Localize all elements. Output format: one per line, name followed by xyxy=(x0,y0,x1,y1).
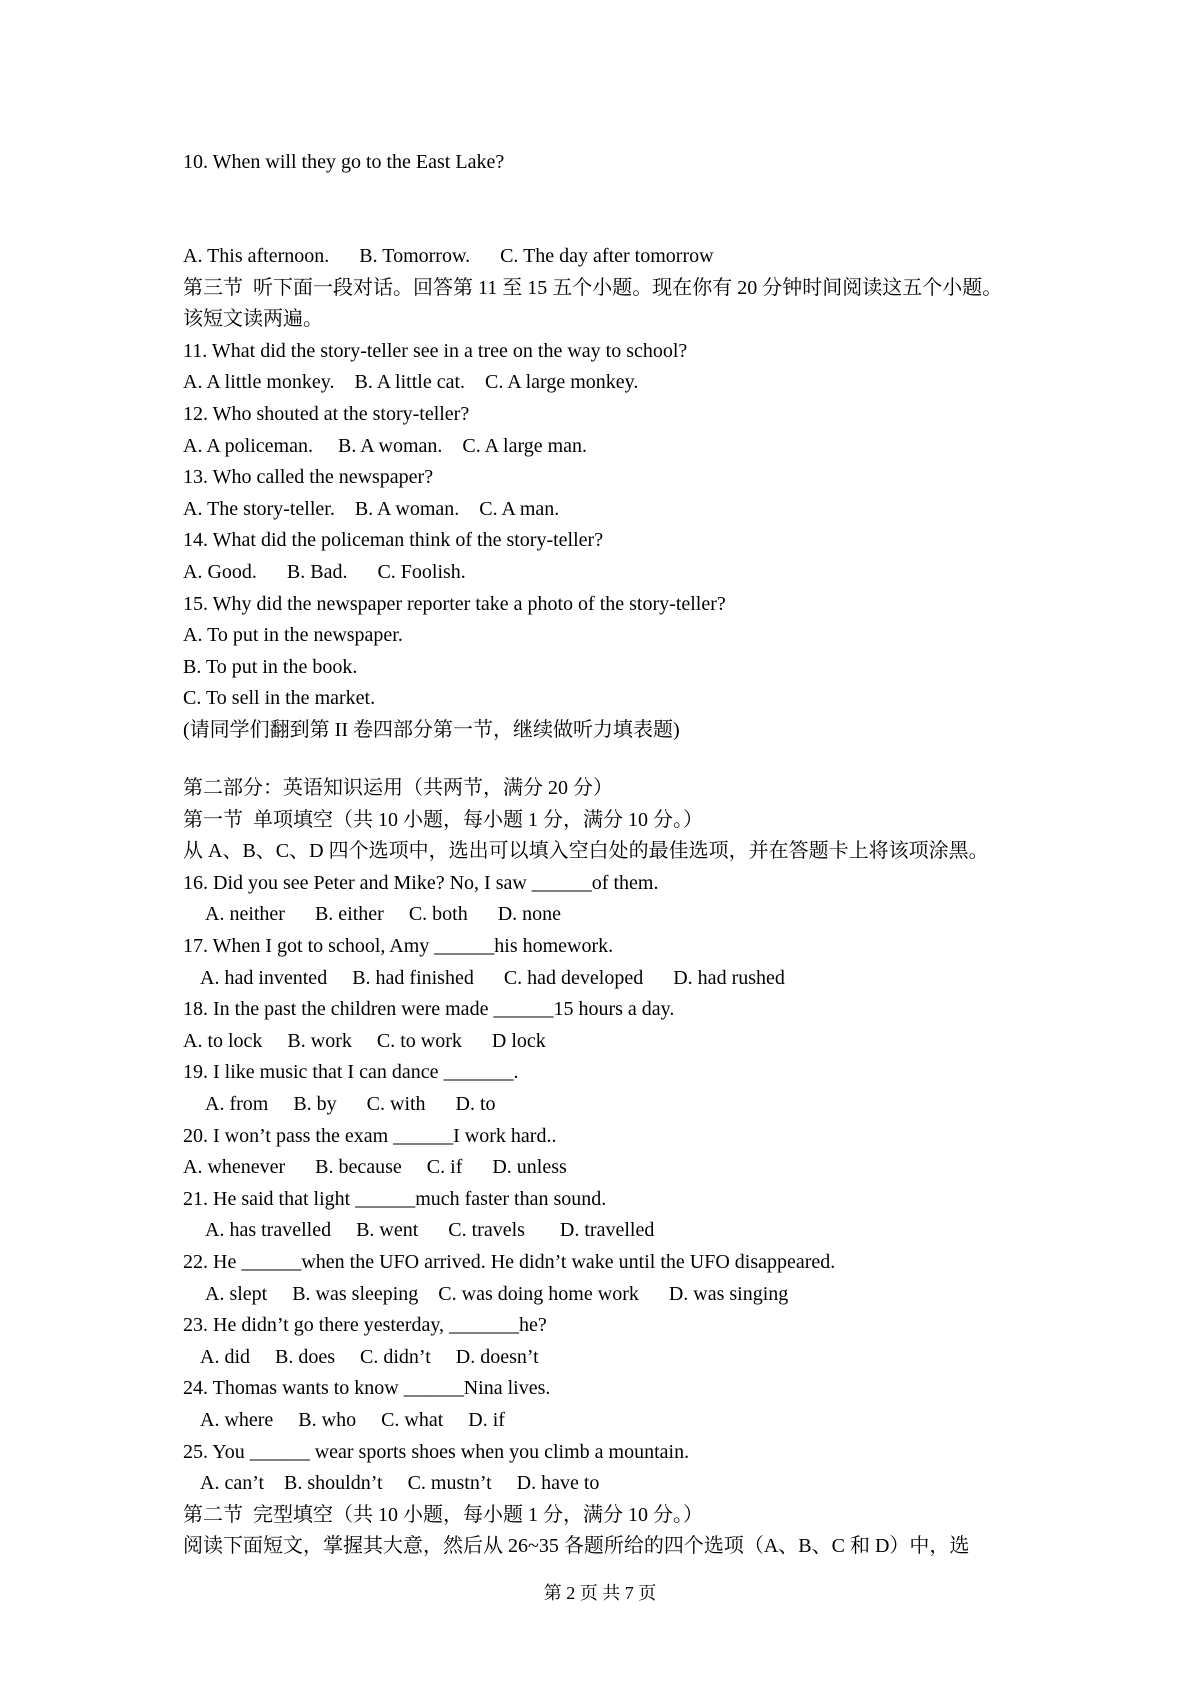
question-15: 15. Why did the newspaper reporter take a photo of the story-teller? xyxy=(183,593,726,615)
question-11: 11. What did the story-teller see in a tree on the way to school? xyxy=(183,340,688,362)
option-15-c: C. To sell in the market. xyxy=(183,687,376,709)
page-number-footer: 第 2 页 共 7 页 xyxy=(543,1583,657,1603)
question-24: 24. Thomas wants to know ______Nina lives. xyxy=(183,1377,551,1399)
option-15-b: B. To put in the book. xyxy=(183,656,358,678)
options-18: A. to lock B. work C. to work D lock xyxy=(183,1030,546,1052)
options-20: A. whenever B. because C. if D. unless xyxy=(183,1156,567,1178)
part-2-instruction: 从 A、B、C、D 四个选项中，选出可以填入空白处的最佳选项，并在答题卡上将该项涂黑。 xyxy=(183,840,989,862)
question-13: 13. Who called the newspaper? xyxy=(183,466,434,488)
section-3-heading: 第三节 听下面一段对话。回答第 11 至 15 五个小题。现在你有 20 分钟时间阅读这五个小题。 xyxy=(183,277,1003,299)
options-22: A. slept B. was sleeping C. was doing home work D. was singing xyxy=(205,1283,789,1305)
question-19: 19. I like music that I can dance _______. xyxy=(183,1061,519,1083)
options-25: A. can’t B. shouldn’t C. mustn’t D. have to xyxy=(200,1472,600,1494)
options-16: A. neither B. either C. both D. none xyxy=(205,903,562,925)
question-23: 23. He didn’t go there yesterday, _______he? xyxy=(183,1314,547,1336)
question-12: 12. Who shouted at the story-teller? xyxy=(183,403,470,425)
question-21: 21. He said that light ______much faster than sound. xyxy=(183,1188,607,1210)
options-23: A. did B. does C. didn’t D. doesn’t xyxy=(200,1346,539,1368)
question-22: 22. He ______when the UFO arrived. He didn’t wake until the UFO disappeared. xyxy=(183,1251,836,1273)
listening-note: (请同学们翻到第 II 卷四部分第一节，继续做听力填表题) xyxy=(183,719,680,741)
options-17: A. had invented B. had finished C. had developed D. had rushed xyxy=(200,967,785,989)
question-14: 14. What did the policeman think of the story-teller? xyxy=(183,529,604,551)
part-2-heading: 第二部分：英语知识运用（共两节，满分 20 分） xyxy=(183,777,613,799)
question-18: 18. In the past the children were made ______15 hours a day. xyxy=(183,998,675,1020)
options-12: A. A policeman. B. A woman. C. A large man. xyxy=(183,435,588,457)
question-16: 16. Did you see Peter and Mike? No, I saw ______of them. xyxy=(183,872,659,894)
part-2-section-2: 第二节 完型填空（共 10 小题，每小题 1 分，满分 10 分。） xyxy=(183,1504,703,1526)
section-3-note: 该短文读两遍。 xyxy=(183,308,323,330)
question-20: 20. I won’t pass the exam ______I work hard.. xyxy=(183,1125,557,1147)
options-19: A. from B. by C. with D. to xyxy=(205,1093,496,1115)
options-14: A. Good. B. Bad. C. Foolish. xyxy=(183,561,466,583)
options-13: A. The story-teller. B. A woman. C. A man. xyxy=(183,498,560,520)
cloze-instruction: 阅读下面短文，掌握其大意，然后从 26~35 各题所给的四个选项（A、B、C 和 D）中，选 xyxy=(183,1535,970,1557)
part-2-section-1: 第一节 单项填空（共 10 小题，每小题 1 分，满分 10 分。） xyxy=(183,809,703,831)
options-10: A. This afternoon. B. Tomorrow. C. The day after tomorrow xyxy=(183,245,714,267)
options-21: A. has travelled B. went C. travels D. travelled xyxy=(205,1219,655,1241)
question-10: 10. When will they go to the East Lake? xyxy=(183,151,505,173)
option-15-a: A. To put in the newspaper. xyxy=(183,624,403,646)
question-25: 25. You ______ wear sports shoes when you climb a mountain. xyxy=(183,1441,690,1463)
question-17: 17. When I got to school, Amy ______his homework. xyxy=(183,935,614,957)
options-24: A. where B. who C. what D. if xyxy=(200,1409,505,1431)
options-11: A. A little monkey. B. A little cat. C. A large monkey. xyxy=(183,371,639,393)
